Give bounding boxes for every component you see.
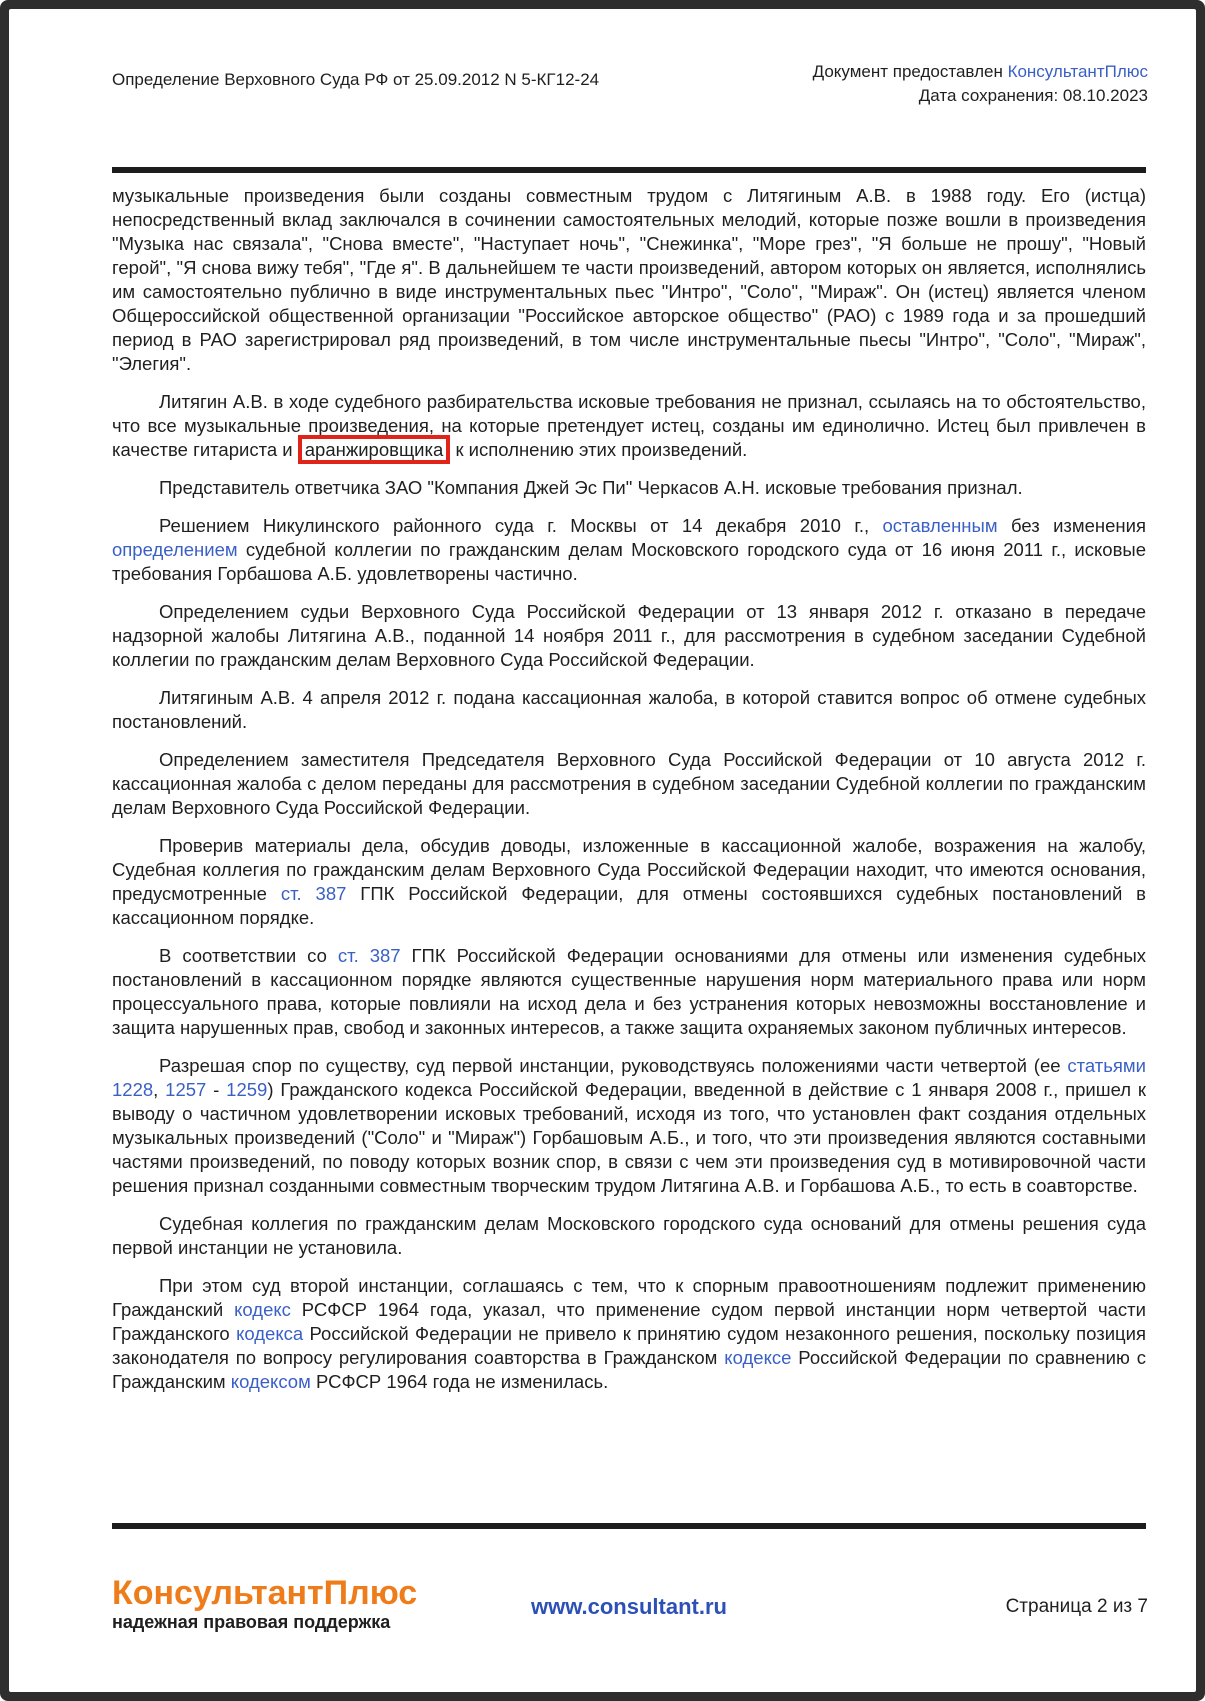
paragraph: Решением Никулинского районного суда г. Москвы от 14 декабря 2010 г., оставленным без изменения определением судебной коллегии по гражданским делам Московского городского суда от 16 июня 2011 г., исковые требования Горбашова А.Б. удовлетворены частично.	[112, 515, 1146, 584]
save-date-label: Дата сохранения: 08.10.2023	[918, 86, 1148, 105]
page-number: Страница 2 из 7	[1005, 1596, 1148, 1617]
paragraph: Литягин А.В. в ходе судебного разбирательства исковые требования не признал, ссылаясь на то обстоятельство, что все музыкальные произведения, на которые претендует истец, созданы им единолично. Истец был привлечен в качестве гитариста и аранжировщика к исполнению этих произведений.	[112, 390, 1146, 462]
paragraph: музыкальные произведения были созданы совместным трудом с Литягиным А.В. в 1988 году. Его (истца) непосредственный вклад заключался в сочинении самостоятельных мелодий, которые позже вошли в произведения "Музыка нас связала", "Снова вместе", "Наступает ночь", "Снежинка", "Море грез", "Я больше не прошу", "Новый герой", "Я снова вижу тебя", "Где я". В дальнейшем те части произведений, автором которых он является, исполнялись им самостоятельно публично в виде инструментальных пьес "Интро", "Соло", "Мираж". Он (истец) является членом Общероссийской общественной организации "Российское авторское общество" (РАО) с 1989 года и за прошедший период в РАО зарегистрировал ряд произведений, в том числе инструментальные пьесы "Интро", "Соло", "Мираж", "Элегия".	[112, 185, 1146, 374]
doc-link[interactable]: кодексом	[230, 1371, 311, 1392]
doc-link[interactable]: ст. 387	[337, 945, 401, 966]
doc-link[interactable]: статьями 1228	[112, 1055, 1146, 1100]
footer-site-block	[112, 1594, 1146, 1620]
doc-link[interactable]: кодекса	[236, 1323, 304, 1344]
document-body	[112, 184, 1146, 1517]
consultantplus-link[interactable]: КонсультантПлюс	[1007, 62, 1148, 81]
paragraph: Разрешая спор по существу, суд первой инстанции, руководствуясь положениями части четвертой (ее статьями 1228, 1257 - 1259) Гражданского кодекса Российской Федерации, введенной в действие с 1 января 2008 г., пришел к выводу о частичном удовлетворении исковых требований, исходя из того, что установлен факт создания отдельных музыкальных произведений ("Соло" и "Мираж") Горбашовым А.Б., и того, что эти произведения являются составными частями произведений, по поводу которых возник спор, в связи с чем эти произведения суд в мотивировочной части решения признал созданными совместным творческим трудом Литягина А.В. и Горбашова А.Б., то есть в соавторстве.	[112, 1055, 1146, 1196]
paragraph: Судебная коллегия по гражданским делам Московского городского суда оснований для отмены решения суда первой инстанции не установила.	[112, 1213, 1146, 1258]
paragraph: Представитель ответчика ЗАО "Компания Джей Эс Пи" Черкасов А.Н. исковые требования признал.	[159, 477, 1023, 498]
doc-link[interactable]: определением	[112, 539, 238, 560]
provided-by-line	[813, 60, 1148, 84]
footer-logo-title: КонсультантПлюс	[112, 1574, 418, 1612]
header-doc-title: Определение Верховного Суда РФ от 25.09.2012 N 5-КГ12-24	[112, 70, 600, 89]
doc-link[interactable]: кодекс	[234, 1299, 291, 1320]
paragraph: Определением судьи Верховного Суда Российской Федерации от 13 января 2012 г. отказано в передаче надзорной жалобы Литягина А.В., поданной 14 ноября 2011 г., для рассмотрения в судебном заседании Судебной коллегии по гражданским делам Верховного Суда Российской Федерации.	[112, 601, 1146, 670]
header-provided-block	[813, 60, 1148, 108]
bottom-rule	[112, 1523, 1146, 1529]
doc-link[interactable]: ст. 387	[280, 883, 347, 904]
doc-link[interactable]: оставленным	[882, 515, 998, 536]
document-page	[9, 9, 1196, 1692]
paragraph: Литягиным А.В. 4 апреля 2012 г. подана кассационная жалоба, в которой ставится вопрос об отмене судебных постановлений.	[112, 687, 1146, 732]
doc-link[interactable]: 1259	[226, 1079, 268, 1100]
top-rule	[112, 167, 1146, 173]
doc-link[interactable]: кодексе	[724, 1347, 792, 1368]
paragraph: Проверив материалы дела, обсудив доводы, изложенные в кассационной жалобе, возражения на жалобу, Судебная коллегия по гражданским делам Верховного Суда Российской Федерации находит, что имеются основания, предусмотренные ст. 387 ГПК Российской Федерации, для отмены состоявшихся судебных постановлений в кассационном порядке.	[112, 835, 1146, 928]
doc-link[interactable]: 1257	[165, 1079, 207, 1100]
site-link[interactable]: www.consultant.ru	[531, 1594, 727, 1619]
footer-logo-tagline: надежная правовая поддержка	[112, 1612, 391, 1632]
provided-by-label: Документ предоставлен	[812, 62, 1008, 81]
paragraph: При этом суд второй инстанции, соглашаясь с тем, что к спорным правоотношениям подлежит применению Гражданский кодекс РСФСР 1964 года, указал, что применение судом первой инстанции норм четвертой части Гражданского кодекса Российской Федерации не привело к принятию судом незаконного решения, поскольку позиция законодателя по вопросу регулирования соавторства в Гражданском кодексе Российской Федерации по сравнению с Гражданским кодексом РСФСР 1964 года не изменилась.	[112, 1275, 1146, 1392]
paragraph: В соответствии со ст. 387 ГПК Российской Федерации основаниями для отмены или изменения судебных постановлений в кассационном порядке являются существенные нарушения норм материального права или норм процессуального права, которые повлияли на исход дела и без устранения которых невозможны восстановление и защита нарушенных прав, свобод и законных интересов, а также защита охраняемых законом публичных интересов.	[112, 945, 1146, 1038]
paragraph: Определением заместителя Председателя Верховного Суда Российской Федерации от 10 августа 2012 г. кассационная жалоба с делом переданы для рассмотрения в судебном заседании Судебной коллегии по гражданским делам Верховного Суда Российской Федерации.	[112, 749, 1146, 818]
highlighted-term: аранжировщика	[298, 435, 451, 464]
